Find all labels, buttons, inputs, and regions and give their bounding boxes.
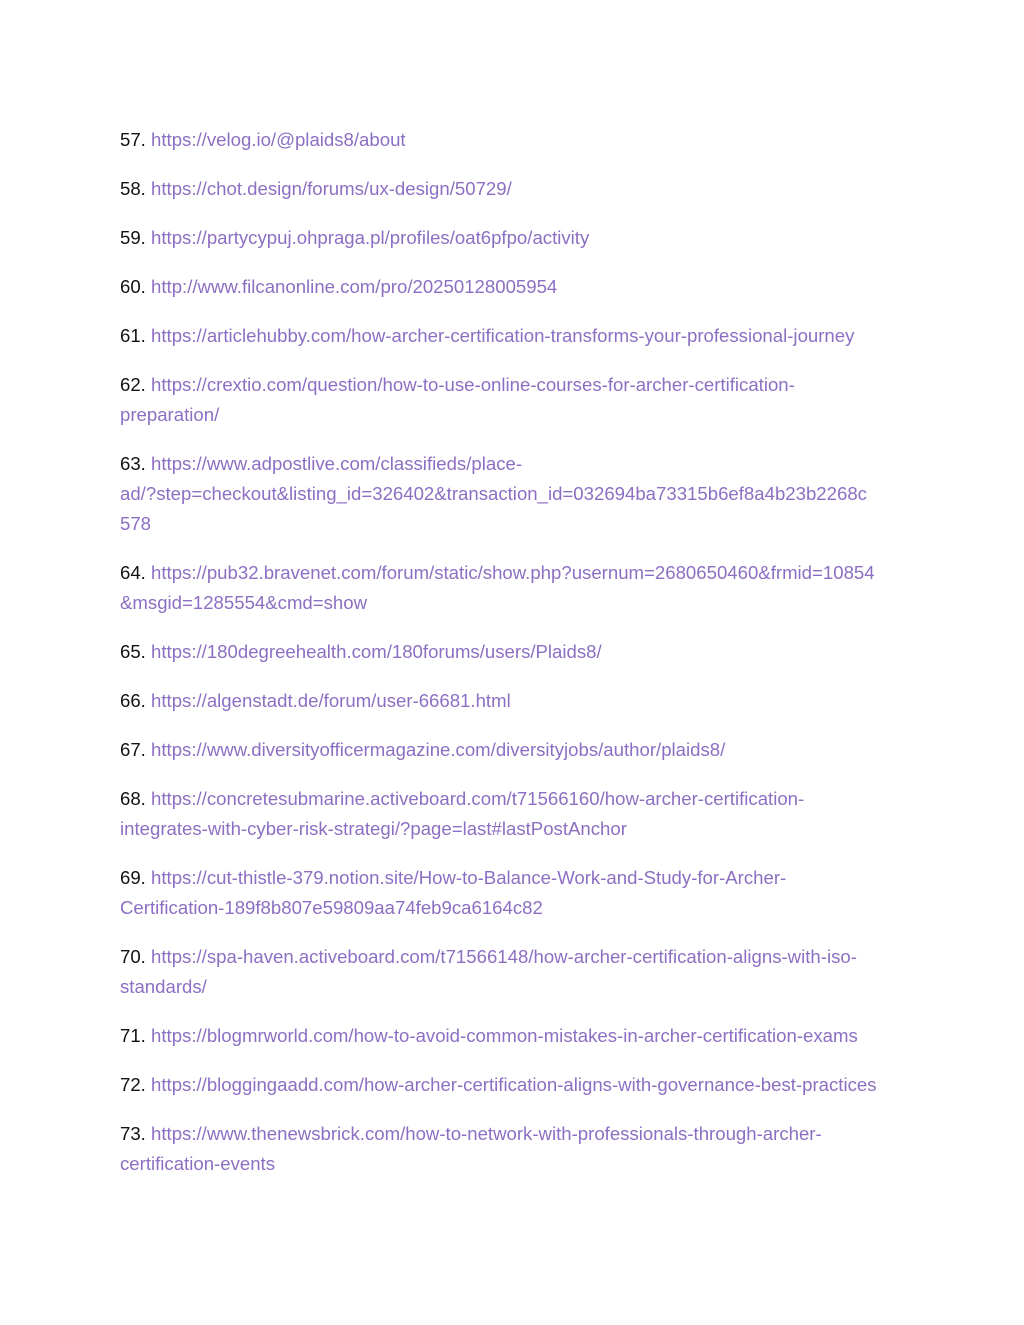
list-item <box>120 1070 910 1100</box>
url-line: https://chot.design/forums/ux-design/50729/ <box>151 178 512 199</box>
url-line: &msgid=1285554&cmd=show <box>120 592 368 613</box>
url-line: https://velog.io/@plaids8/about <box>151 129 406 150</box>
item-number: 67. <box>120 739 146 760</box>
item-number: 62. <box>120 374 146 395</box>
url-line: https://articlehubby.com/how-archer-certification-transforms-your-professional-journey <box>151 325 855 346</box>
url-link[interactable] <box>151 1025 858 1046</box>
url-line: https://blogmrworld.com/how-to-avoid-common-mistakes-in-archer-certification-exams <box>151 1025 858 1046</box>
item-number: 60. <box>120 276 146 297</box>
url-line: https://www.diversityofficermagazine.com/diversityjobs/author/plaids8/ <box>151 739 726 760</box>
url-link[interactable] <box>151 325 854 346</box>
list-item <box>120 637 910 667</box>
url-line: https://concretesubmarine.activeboard.com/t71566160/how-archer-certification- <box>151 788 805 809</box>
list-item <box>120 942 910 1002</box>
list-item <box>120 272 910 302</box>
url-link[interactable] <box>151 276 557 297</box>
url-link[interactable] <box>151 227 589 248</box>
list-item <box>120 223 910 253</box>
list-item <box>120 1021 910 1051</box>
url-line: https://spa-haven.activeboard.com/t71566148/how-archer-certification-aligns-with-iso- <box>151 946 857 967</box>
list-item <box>120 686 910 716</box>
url-line: http://www.filcanonline.com/pro/20250128005954 <box>151 276 558 297</box>
url-line: https://cut-thistle-379.notion.site/How-to-Balance-Work-and-Study-for-Archer- <box>151 867 787 888</box>
item-number: 66. <box>120 690 146 711</box>
url-line: integrates-with-cyber-risk-strategi/?page=last#lastPostAnchor <box>120 818 627 839</box>
list-item <box>120 125 910 155</box>
item-number: 73. <box>120 1123 146 1144</box>
url-line: ad/?step=checkout&listing_id=326402&transaction_id=032694ba73315b6ef8a4b23b2268c <box>120 483 867 504</box>
url-link[interactable] <box>151 178 512 199</box>
item-number: 63. <box>120 453 146 474</box>
url-line: https://www.adpostlive.com/classifieds/place- <box>151 453 523 474</box>
url-link[interactable] <box>120 562 875 613</box>
list-item <box>120 321 910 351</box>
item-number: 72. <box>120 1074 146 1095</box>
item-number: 70. <box>120 946 146 967</box>
item-number: 59. <box>120 227 146 248</box>
url-link[interactable] <box>151 1074 877 1095</box>
list-item <box>120 174 910 204</box>
url-line: certification-events <box>120 1153 276 1174</box>
url-line: https://180degreehealth.com/180forums/users/Plaids8/ <box>151 641 602 662</box>
url-line: Certification-189f8b807e59809aa74feb9ca6164c82 <box>120 897 543 918</box>
url-link[interactable] <box>120 374 795 425</box>
list-item <box>120 558 910 618</box>
url-line: https://algenstadt.de/forum/user-66681.html <box>151 690 511 711</box>
url-link[interactable] <box>120 1123 822 1174</box>
item-number: 65. <box>120 641 146 662</box>
url-link[interactable] <box>151 641 602 662</box>
item-number: 58. <box>120 178 146 199</box>
url-link[interactable] <box>120 867 786 918</box>
list-item <box>120 784 910 844</box>
url-line: https://pub32.bravenet.com/forum/static/show.php?usernum=2680650460&frmid=10854 <box>151 562 875 583</box>
url-link[interactable] <box>151 739 725 760</box>
item-number: 69. <box>120 867 146 888</box>
list-item <box>120 1119 910 1179</box>
url-line: https://partycypuj.ohpraga.pl/profiles/oat6pfpo/activity <box>151 227 590 248</box>
url-line: standards/ <box>120 976 207 997</box>
url-line: https://bloggingaadd.com/how-archer-certification-aligns-with-governance-best-practices <box>151 1074 877 1095</box>
item-number: 64. <box>120 562 146 583</box>
item-number: 57. <box>120 129 146 150</box>
item-number: 71. <box>120 1025 146 1046</box>
url-line: preparation/ <box>120 404 220 425</box>
url-link[interactable] <box>120 453 867 534</box>
url-link[interactable] <box>151 690 511 711</box>
url-link[interactable] <box>120 788 804 839</box>
list-item <box>120 449 910 539</box>
url-link[interactable] <box>120 946 857 997</box>
list-item <box>120 735 910 765</box>
url-line: https://crextio.com/question/how-to-use-online-courses-for-archer-certification- <box>151 374 795 395</box>
item-number: 68. <box>120 788 146 809</box>
url-link[interactable] <box>151 129 406 150</box>
list-item <box>120 863 910 923</box>
link-list <box>120 125 910 1198</box>
item-number: 61. <box>120 325 146 346</box>
url-line: https://www.thenewsbrick.com/how-to-network-with-professionals-through-archer- <box>151 1123 822 1144</box>
url-line: 578 <box>120 513 152 534</box>
list-item <box>120 370 910 430</box>
